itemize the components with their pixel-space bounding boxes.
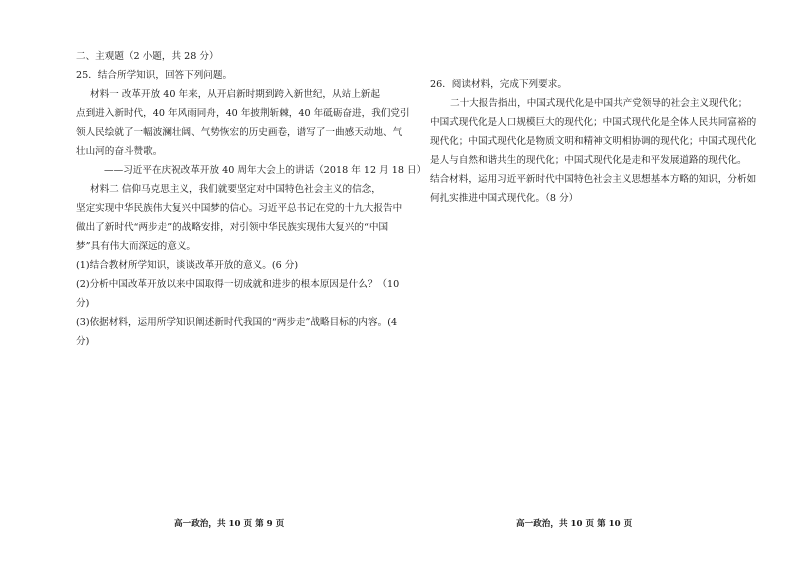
material-line: 结合材料，运用习近平新时代中国特色社会主义思想基本方略的知识，分析如 bbox=[430, 174, 757, 185]
sub-question-3-line: (3)依据材料，运用所学知识阐述新时代我国的“两步走”战略目标的内容。(4 bbox=[76, 317, 398, 328]
material-2-line: 梦”具有伟大而深远的意义。 bbox=[76, 241, 197, 252]
sub-question-3 bbox=[76, 313, 398, 351]
sub-question-2 bbox=[76, 275, 400, 313]
material-line: 二十大报告指出，中国式现代化是中国共产党领导的社会主义现代化； bbox=[450, 98, 748, 109]
material-2-line: 做出了新时代“两步走”的战略安排，对引领中华民族实现伟大复兴的“中国 bbox=[76, 222, 389, 233]
material-1-source: ——习近平在庆祝改革开放 40 周年大会上的讲话（2018 年 12 月 18 日） bbox=[104, 165, 427, 176]
material-1-line: 壮山河的奋斗赞歌。 bbox=[76, 146, 163, 157]
page-footer-10: 高一政治，共 10 页 第 10 页 bbox=[516, 519, 633, 529]
left-column bbox=[76, 47, 427, 351]
material-1-line: 领人民绘就了一幅波澜壮阔、气势恢宏的历史画卷，谱写了一曲感天动地、气 bbox=[76, 127, 403, 138]
sub-question-1 bbox=[76, 256, 376, 275]
sub-question-3-line: 分) bbox=[76, 336, 90, 347]
question-25-stem: 25．结合所学知识，回答下列问题。 bbox=[76, 70, 233, 81]
exam-page-10 bbox=[400, 0, 800, 566]
section-title: 二、主观题（2 小题，共 28 分） bbox=[76, 51, 219, 62]
page-footer-9: 高一政治，共 10 页 第 9 页 bbox=[174, 519, 285, 529]
material-1-line: 点到进入新时代，40 年风雨同舟，40 年披荆斩棘，40 年砥砺奋进，我们党引 bbox=[76, 108, 410, 119]
right-column bbox=[430, 75, 757, 208]
material-line: 何扎实推进中国式现代化。（8 分） bbox=[430, 193, 579, 204]
question-26-material bbox=[430, 94, 757, 208]
sub-question-2-line: 分) bbox=[76, 298, 90, 309]
question-26-stem: 26．阅读材料，完成下列要求。 bbox=[430, 79, 567, 90]
sub-question-1-line: (1)结合教材所学知识，谈谈改革开放的意义。(6 分) bbox=[76, 260, 299, 271]
material-1 bbox=[76, 85, 427, 180]
material-line: 是人与自然和谐共生的现代化；中国式现代化是走和平发展道路的现代化。 bbox=[430, 155, 747, 166]
material-2-line: 材料二 信仰马克思主义，我们就要坚定对中国特色社会主义的信念， bbox=[90, 184, 381, 195]
material-1-line: 材料一 改革开放 40 年来，从开启新时期到跨入新世纪，从站上新起 bbox=[90, 89, 380, 100]
material-line: 中国式现代化是人口规模巨大的现代化；中国式现代化是全体人民共同富裕的 bbox=[430, 117, 757, 128]
sub-question-2-line: (2)分析中国改革开放以来中国取得一切成就和进步的根本原因是什么？（10 bbox=[76, 279, 400, 290]
material-line: 现代化；中国式现代化是物质文明和精神文明相协调的现代化；中国式现代化 bbox=[430, 136, 757, 147]
material-2-line: 坚定实现中华民族伟大复兴中国梦的信心。习近平总书记在党的十九大报告中 bbox=[76, 203, 403, 214]
material-2 bbox=[76, 180, 403, 256]
